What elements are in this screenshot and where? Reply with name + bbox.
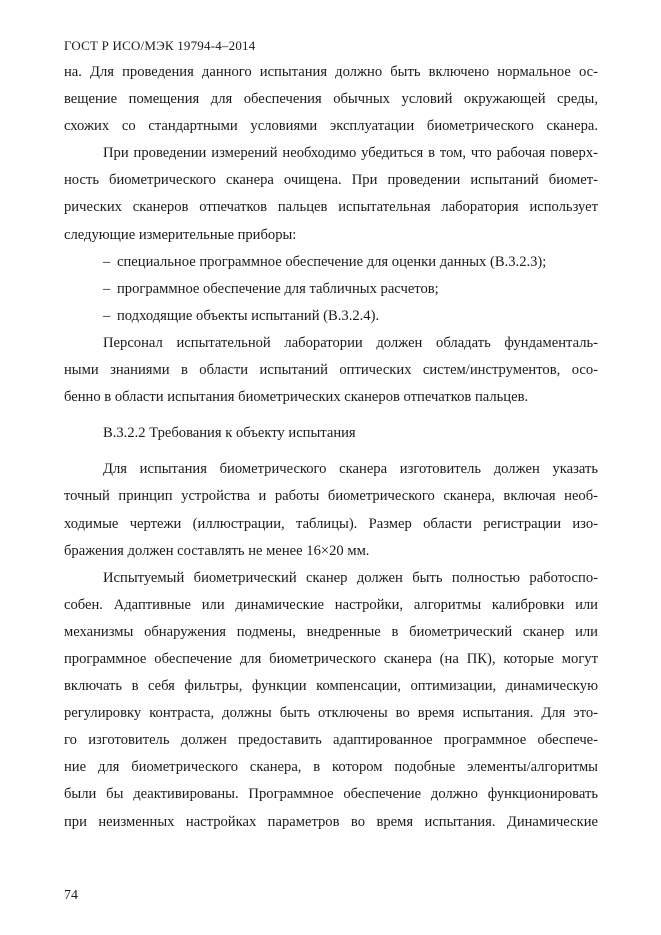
text-line: рических сканеров отпечатков пальцев испытательная лаборатория использует xyxy=(64,199,598,216)
text-line: собен. Адаптивные или динамические настройки, алгоритмы калибровки или xyxy=(64,596,598,613)
text-line: вещение помещения для обеспечения обычных условий окружающей среды, xyxy=(64,91,598,108)
text-line: го изготовитель должен предоставить адаптированное программное обеспече- xyxy=(64,732,598,749)
measuring-instruments-list xyxy=(64,249,598,330)
paragraph-scanner-requirements xyxy=(64,565,598,836)
list-item-text: подходящие объекты испытаний (В.3.2.4). xyxy=(117,307,380,324)
page-number: 74 xyxy=(64,888,78,903)
text-line: при неизменных настройках параметров во время испытания. Динамические xyxy=(64,813,598,830)
text-line: регулировку контраста, должны быть отключены во время испытания. Для это- xyxy=(64,705,598,722)
document-body xyxy=(64,59,598,836)
list-dash: – xyxy=(103,307,111,324)
text-line: следующие измерительные приборы: xyxy=(64,226,297,243)
text-line: схожих со стандартными условиями эксплуатации биометрического сканера. xyxy=(64,118,598,135)
text-line: бенно в области испытания биометрических сканеров отпечатков пальцев. xyxy=(64,389,529,406)
paragraph-test-object xyxy=(64,456,598,564)
list-item-text: программное обеспечение для табличных расчетов; xyxy=(117,280,439,297)
list-item xyxy=(64,276,598,303)
text-line: механизмы обнаружения подмены, внедренные в биометрический сканер или xyxy=(64,623,598,640)
text-line: При проведении измерений необходимо убедиться в том, что рабочая поверх- xyxy=(103,145,598,162)
list-item-text: специальное программное обеспечение для оценки данных (В.3.2.3); xyxy=(117,253,547,270)
text-line: бражения должен составлять не менее 16×20 мм. xyxy=(64,542,370,559)
page-header: ГОСТ Р ИСО/МЭК 19794-4–2014 xyxy=(64,38,256,53)
text-line: точный принцип устройства и работы биометрического сканера, включая необ- xyxy=(64,488,598,505)
text-line: Персонал испытательной лаборатории должен обладать фундаменталь- xyxy=(103,334,598,351)
section-heading: В.3.2.2 Требования к объекту испытания xyxy=(103,425,356,442)
text-line: программное обеспечение для биометрического сканера (на ПК), которые могут xyxy=(64,650,598,667)
list-item xyxy=(64,249,598,276)
text-line: ходимые чертежи (иллюстрации, таблицы). Размер области регистрации изо- xyxy=(64,515,598,532)
text-line: ными знаниями в области испытаний оптических систем/инструментов, осо- xyxy=(64,362,598,379)
text-line: ность биометрического сканера очищена. При проведении испытаний биомет- xyxy=(64,172,598,189)
text-line: были бы деактивированы. Программное обеспечение должно функционировать xyxy=(64,786,598,803)
text-line: включать в себя фильтры, функции компенсации, оптимизации, динамическую xyxy=(64,678,598,695)
text-line: ние для биометрического сканера, в котором подобные элементы/алгоритмы xyxy=(64,759,598,776)
paragraph-personnel xyxy=(64,330,598,411)
paragraph-lighting-conditions xyxy=(64,59,598,249)
list-item xyxy=(64,303,598,330)
text-line: Испытуемый биометрический сканер должен быть полностью работоспо- xyxy=(103,569,598,586)
text-line: Для испытания биометрического сканера изготовитель должен указать xyxy=(103,461,598,478)
list-dash: – xyxy=(103,253,111,270)
list-dash: – xyxy=(103,280,111,297)
text-line: на. Для проведения данного испытания должно быть включено нормальное ос- xyxy=(64,64,598,80)
